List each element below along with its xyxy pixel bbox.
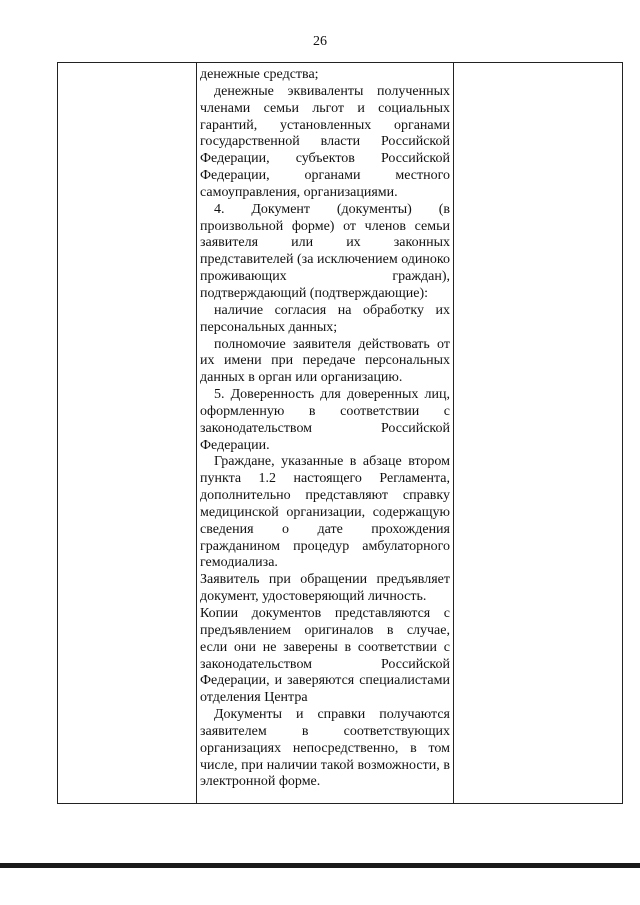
paragraph-cash-funds: денежные средства; [200,67,319,82]
table-column-middle [200,67,450,791]
document-table [57,62,623,804]
paragraph-identity: Заявитель при обращении предъявляет документ, удостоверяющий личность. [200,572,450,605]
paragraph-benefit-equivalents: денежные эквиваленты полученных членами семьи льгот и социальных гарантий, установленных органами государственной власти Российской Федерации, субъектов Российской Федерации, органами местного самоуправления, организациями. [200,83,450,200]
paragraph-copies: Копии документов представляются с предъявлением оригиналов в случае, если они не заверены в соответствии с законодательством Российской Федерации, и заверяются специалистами отделения Центра [200,606,450,706]
paragraph-item-4: 4. Документ (документы) (в произвольной форме) от членов семьи заявителя или их законных представителей (за исключением одиноко проживающих граждан), подтверждающий (подтверждающие): [200,201,450,301]
page-number: 26 [313,34,327,49]
bottom-rule [0,863,640,868]
paragraph-authority: полномочие заявителя действовать от их имени при передаче персональных данных в орган или организацию. [200,336,450,386]
paragraph-item-5: 5. Доверенность для доверенных лиц, оформленную в соответствии с законодательством Российской Федерации. [200,387,450,453]
paragraph-documents-obtained: Документы и справки получаются заявителем в соответствующих организациях непосредственно, в том числе, при наличии такой возможности, в электронной форме. [200,707,450,790]
paragraph-consent: наличие согласия на обработку их персональных данных; [200,302,450,335]
table-column-left [58,63,197,803]
paragraph-citizens: Граждане, указанные в абзаце втором пункта 1.2 настоящего Регламента, дополнительно представляют справку медицинской организации, содержащую сведения о дате прохождения гражданином процедур амбулаторного гемодиализа. [200,454,450,571]
table-column-right [453,63,624,803]
